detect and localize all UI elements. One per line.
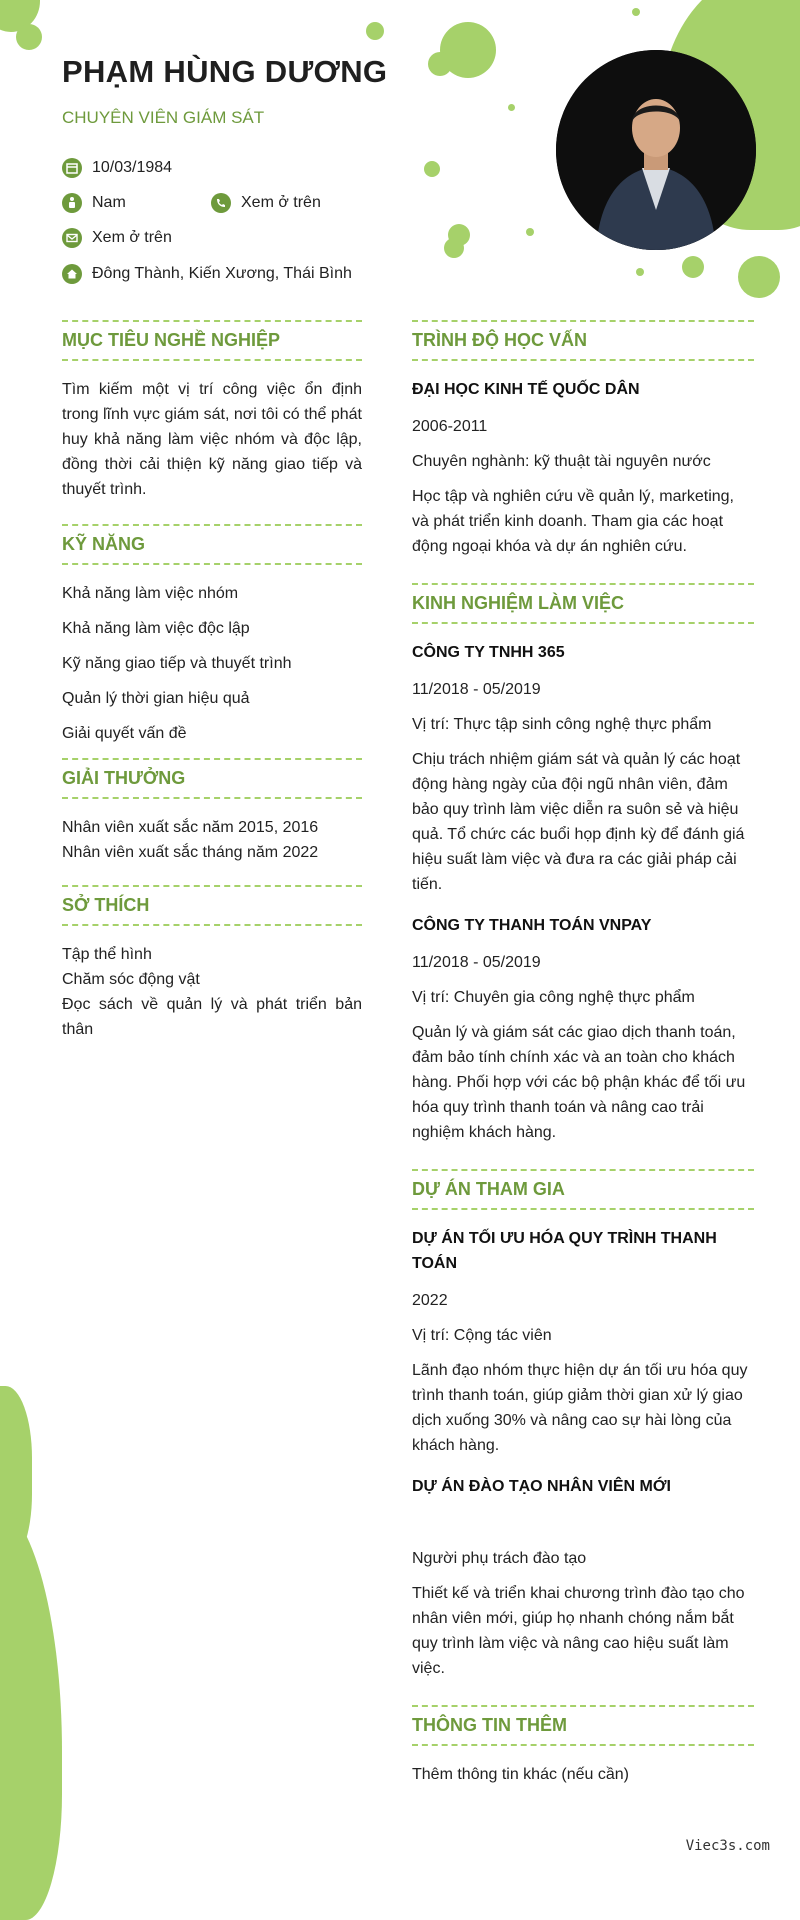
- projects-title: DỰ ÁN THAM GIA: [412, 1169, 754, 1210]
- project-entry: [412, 1226, 754, 1458]
- skill-item: Kỹ năng giao tiếp và thuyết trình: [62, 655, 292, 672]
- job-desc: Quản lý và giám sát các giao dịch thanh toán, đảm bảo tính chính xác và an toàn cho khách hàng. Phối hợp với các bộ phận khác để tối ưu hóa quy trình thanh toán và nâng cao trải nghiệm khách hàng.: [412, 1024, 746, 1141]
- phone-row: [211, 193, 321, 213]
- awards-title: GIẢI THƯỞNG: [62, 758, 362, 799]
- skill-item: Khả năng làm việc độc lập: [62, 620, 250, 637]
- project-year: [412, 1511, 754, 1536]
- objective-text: Tìm kiếm một vị trí công việc ổn định trong lĩnh vực giám sát, nơi tôi có thể phát huy khả năng làm việc nhóm và độc lập, đồng thời cải thiện kỹ năng giao tiếp và thuyết trình.: [62, 381, 362, 498]
- gender-icon: [62, 193, 82, 213]
- education-desc: Học tập và nghiên cứu về quản lý, marketing, và phát triển kinh doanh. Tham gia các hoạt động ngoại khóa và dự án nghiên cứu.: [412, 488, 734, 555]
- project-entry: [412, 1474, 754, 1681]
- decor-blob: [636, 268, 644, 276]
- skills-title: KỸ NĂNG: [62, 524, 362, 565]
- company-name: CÔNG TY THANH TOÁN VNPAY: [412, 917, 652, 934]
- profile-photo: [556, 50, 756, 250]
- birthday-row: [62, 158, 172, 178]
- right-column: [412, 320, 754, 1787]
- left-column: [62, 320, 362, 1042]
- decor-blob: [444, 238, 464, 258]
- award-item: Nhân viên xuất sắc năm 2015, 2016: [62, 819, 319, 836]
- project-name: DỰ ÁN ĐÀO TẠO NHÂN VIÊN MỚI: [412, 1478, 671, 1495]
- skills-list: [62, 581, 362, 746]
- phone-icon: [211, 193, 231, 213]
- address-row: [62, 264, 352, 284]
- skill-item: Khả năng làm việc nhóm: [62, 585, 239, 602]
- decor-blob: [508, 104, 515, 111]
- watermark: Viec3s.com: [685, 1838, 770, 1854]
- decor-blob: [632, 8, 640, 16]
- education-years: 2006-2011: [412, 418, 488, 435]
- job-period: 11/2018 - 05/2019: [412, 954, 541, 971]
- candidate-name: PHẠM HÙNG DƯƠNG: [62, 54, 388, 89]
- hobby-item: Tập thể hình: [62, 946, 152, 963]
- phone: Xem ở trên: [241, 194, 321, 211]
- decor-blob: [424, 161, 440, 177]
- job-period: 11/2018 - 05/2019: [412, 681, 541, 698]
- decor-blob: [738, 256, 780, 298]
- decor-blob: [682, 256, 704, 278]
- education-entry: [412, 377, 754, 559]
- decor-blob: [0, 1500, 62, 1920]
- more-info-text: Thêm thông tin khác (nếu cần): [412, 1766, 630, 1783]
- decor-blob: [428, 52, 452, 76]
- project-desc: Lãnh đạo nhóm thực hiện dự án tối ưu hóa quy trình thanh toán, giúp giảm thời gian xử lý giao dịch xuống 30% và nâng cao sự hài lòng của khách hàng.: [412, 1362, 748, 1454]
- objective-title: MỤC TIÊU NGHỀ NGHIỆP: [62, 320, 362, 361]
- job-entry: [412, 913, 754, 1145]
- decor-blob: [366, 22, 384, 40]
- experience-title: KINH NGHIỆM LÀM VIỆC: [412, 583, 754, 624]
- gender-row: [62, 193, 126, 213]
- project-year: 2022: [412, 1292, 448, 1309]
- job-entry: [412, 640, 754, 897]
- job-desc: Chịu trách nhiệm giám sát và quản lý các hoạt động hàng ngày của đội ngũ nhân viên, đảm bảo quy trình làm việc diễn ra suôn sẻ và hiệu quả. Tổ chức các buổi họp định kỳ để đánh giá hiệu suất làm việc và đưa ra các giải pháp cải tiến.: [412, 751, 745, 893]
- home-icon: [62, 264, 82, 284]
- decor-blob: [526, 228, 534, 236]
- hobbies-list: [62, 942, 362, 1042]
- decor-blob: [16, 24, 42, 50]
- address: Đông Thành, Kiến Xương, Thái Bình: [92, 265, 352, 282]
- awards-list: [62, 815, 362, 865]
- project-role: Người phụ trách đào tạo: [412, 1550, 587, 1567]
- job-position: Vị trí: Chuyên gia công nghệ thực phẩm: [412, 989, 695, 1006]
- job-title: CHUYÊN VIÊN GIÁM SÁT: [62, 108, 265, 127]
- education-major: Chuyên nghành: kỹ thuật tài nguyên nước: [412, 453, 711, 470]
- skill-item: Giải quyết vấn đề: [62, 725, 187, 742]
- school-name: ĐẠI HỌC KINH TẾ QUỐC DÂN: [412, 381, 640, 398]
- hobbies-title: SỞ THÍCH: [62, 885, 362, 926]
- project-desc: Thiết kế và triển khai chương trình đào tạo cho nhân viên mới, giúp họ nhanh chóng nắm bắt quy trình làm việc và nâng cao hiệu suất làm việc.: [412, 1585, 745, 1677]
- email: Xem ở trên: [92, 229, 172, 246]
- mail-icon: [62, 228, 82, 248]
- gender: Nam: [92, 194, 126, 211]
- job-position: Vị trí: Thực tập sinh công nghệ thực phẩm: [412, 716, 712, 733]
- more-info-title: THÔNG TIN THÊM: [412, 1705, 754, 1746]
- skill-item: Quản lý thời gian hiệu quả: [62, 690, 250, 707]
- calendar-icon: [62, 158, 82, 178]
- project-name: DỰ ÁN TỐI ƯU HÓA QUY TRÌNH THANH TOÁN: [412, 1230, 717, 1272]
- company-name: CÔNG TY TNHH 365: [412, 644, 565, 661]
- hobby-item: Đọc sách về quản lý và phát triển bản thân: [62, 996, 362, 1038]
- award-item: Nhân viên xuất sắc tháng năm 2022: [62, 844, 319, 861]
- education-title: TRÌNH ĐỘ HỌC VẤN: [412, 320, 754, 361]
- hobby-item: Chăm sóc động vật: [62, 971, 200, 988]
- email-row: [62, 228, 172, 248]
- project-role: Vị trí: Cộng tác viên: [412, 1327, 552, 1344]
- birthday: 10/03/1984: [92, 159, 173, 176]
